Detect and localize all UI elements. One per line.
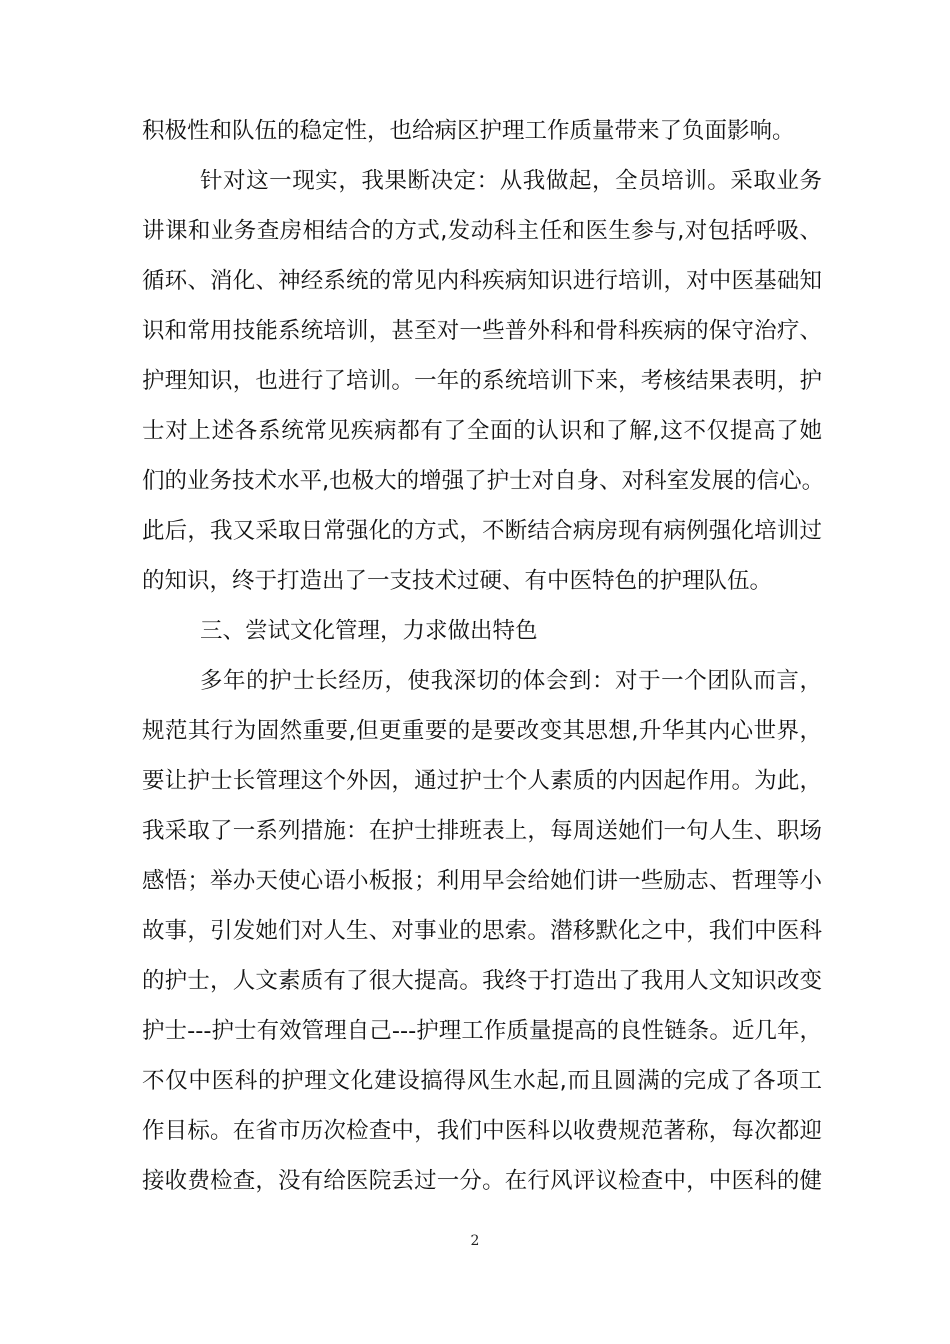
body-text-line: 接收费检查，没有给医院丢过一分。在行风评议检查中，中医科的健: [142, 1168, 822, 1194]
body-text-line: 循环、消化、神经系统的常见内科疾病知识进行培训，对中医基础知: [142, 268, 822, 294]
body-text-line: 作目标。在省市历次检查中，我们中医科以收费规范著称，每次都迎: [142, 1118, 822, 1144]
body-text-line: 此后，我又采取日常强化的方式，不断结合病房现有病例强化培训过: [142, 518, 822, 544]
body-text-line: 感悟；举办天使心语小板报；利用早会给她们讲一些励志、哲理等小: [142, 868, 822, 894]
body-text-line: 多年的护士长经历，使我深切的体会到：对于一个团队而言，: [200, 668, 822, 694]
body-text-line: 针对这一现实，我果断决定：从我做起，全员培训。采取业务: [200, 168, 822, 194]
body-text-line: 护理知识，也进行了培训。一年的系统培训下来，考核结果表明，护: [142, 368, 822, 394]
body-text-line: 故事，引发她们对人生、对事业的思索。潜移默化之中，我们中医科: [142, 918, 822, 944]
body-text-line: 护士---护士有效管理自己---护理工作质量提高的良性链条。近几年，: [142, 1018, 822, 1044]
body-text-line: 规范其行为固然重要,但更重要的是要改变其思想,升华其内心世界，: [142, 718, 822, 744]
section-heading: 三、尝试文化管理，力求做出特色: [200, 618, 538, 644]
body-text-line: 讲课和业务查房相结合的方式,发动科主任和医生参与,对包括呼吸、: [142, 218, 822, 244]
body-text-line: 我采取了一系列措施：在护士排班表上，每周送她们一句人生、职场: [142, 818, 822, 844]
body-text-line: 的知识，终于打造出了一支技术过硬、有中医特色的护理队伍。: [142, 568, 773, 594]
body-text-line: 士对上述各系统常见疾病都有了全面的认识和了解,这不仅提高了她: [142, 418, 822, 444]
body-text-line: 们的业务技术水平,也极大的增强了护士对自身、对科室发展的信心。: [142, 468, 825, 494]
body-text-line: 识和常用技能系统培训，甚至对一些普外科和骨科疾病的保守治疗、: [142, 318, 822, 344]
body-text-line: 不仅中医科的护理文化建设搞得风生水起,而且圆满的完成了各项工: [142, 1068, 822, 1094]
body-text-line: 要让护士长管理这个外因，通过护士个人素质的内因起作用。为此，: [142, 768, 822, 794]
body-text-line: 的护士，人文素质有了很大提高。我终于打造出了我用人文知识改变: [142, 968, 822, 994]
body-text-line: 积极性和队伍的稳定性，也给病区护理工作质量带来了负面影响。: [142, 118, 795, 144]
page-number: 2: [470, 1233, 480, 1249]
